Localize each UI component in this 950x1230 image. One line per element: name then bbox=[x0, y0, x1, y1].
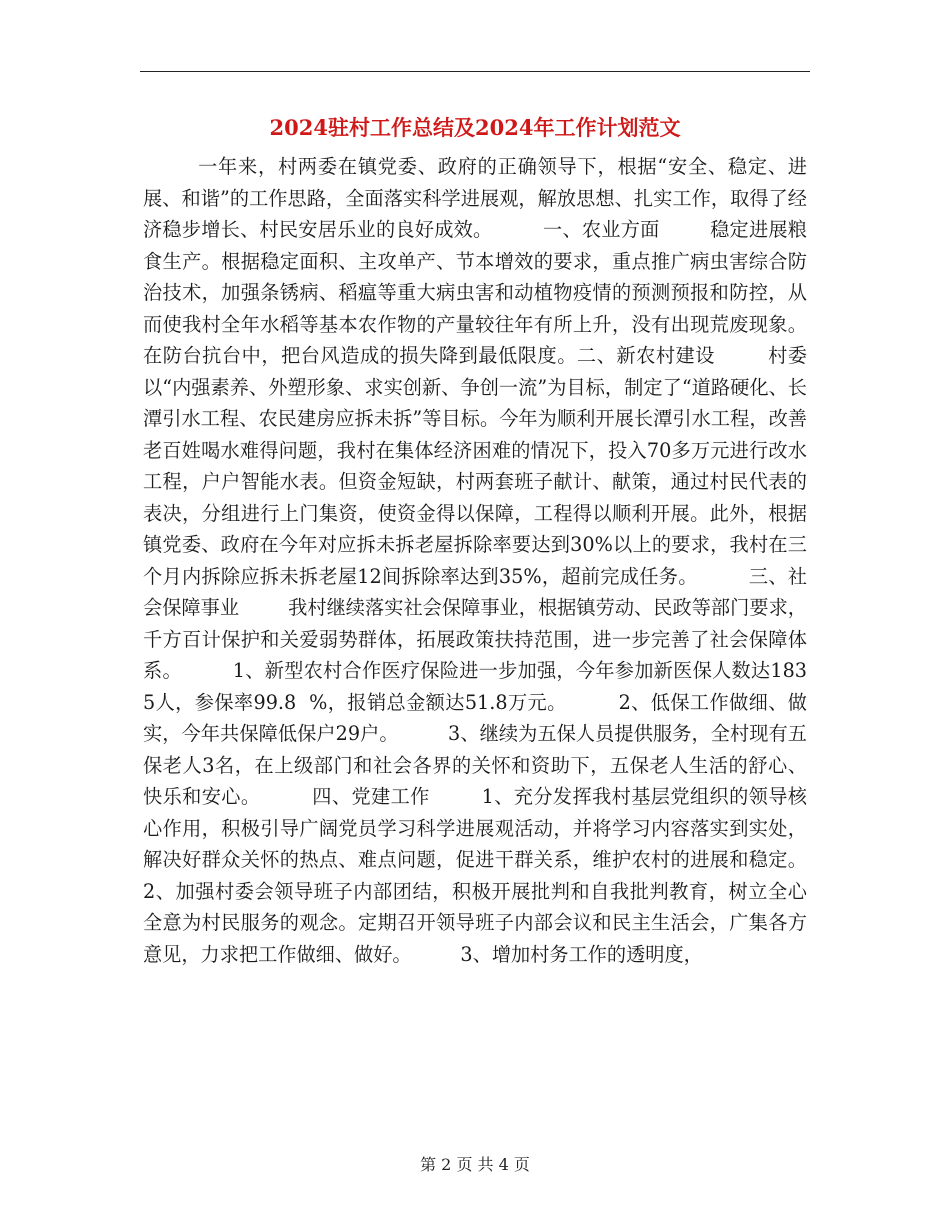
document-body: 一年来，村两委在镇党委、政府的正确领导下，根据“安全、稳定、进展、和谐”的工作思路，全面落实科学进展观，解放思想、扎实工作，取得了经济稳步增长、村民安居乐业的良好成效。 一、农业方面 稳定进展粮食生产。根据稳定面积、主攻单产、节本增效的要求，重点推广病虫害综合防治技术，加强条锈病、稻瘟等重大病虫害和动植物疫情的预测预报和防控，从而使我村全年水稻等基本农作物的产量较往年有所上升，没有出现荒废现象。在防台抗台中，把台风造成的损失降到最低限度。二、新农村建设 村委以“内强素养、外塑形象、求实创新、争创一流”为目标，制定了“道路硬化、长潭引水工程、农民建房应拆未拆”等目标。今年为顺利开展长潭引水工程，改善老百姓喝水难得问题，我村在集体经济困难的情况下，投入70多万元进行改水工程，户户智能水表。但资金短缺，村两套班子献计、献策，通过村民代表的表决，分组进行上门集资，使资金得以保障，工程得以顺利开展。此外，根据镇党委、政府在今年对应拆未拆老屋拆除率要达到30%以上的要求，我村在三个月内拆除应拆未拆老屋12间拆除率达到35%，超前完成任务。 三、社会保障事业 我村继续落实社会保障事业，根据镇劳动、民政等部门要求，千方百计保护和关爱弱势群体，拓展政策扶持范围，进一步完善了社会保障体系。 1、新型农村合作医疗保险进一步加强，今年参加新医保人数达1835人，参保率99.8 %，报销总金额达51.8万元。 2、低保工作做细、做实，今年共保障低保户29户。 3、继续为五保人员提供服务，全村现有五保老人3名，在上级部门和社会各界的关怀和资助下，五保老人生活的舒心、快乐和安心。 四、党建工作 1、充分发挥我村基层党组织的领导核心作用，积极引导广阔党员学习科学进展观活动，并将学习内容落实到实处，解决好群众关怀的热点、难点问题，促进干群关系，维护农村的进展和稳定。 2、加强村委会领导班子内部团结，积极开展批判和自我批判教育，树立全心全意为村民服务的观念。定期召开领导班子内部会议和民主生活会，广集各方意见，力求把工作做细、做好。 3、增加村务工作的透明度， bbox=[143, 155, 856, 966]
document-title: 2024驻村工作总结及2024年工作计划范文 bbox=[269, 115, 681, 140]
header-rule bbox=[140, 71, 810, 72]
page-number: 第 2 页 共 4 页 bbox=[420, 1155, 530, 1174]
